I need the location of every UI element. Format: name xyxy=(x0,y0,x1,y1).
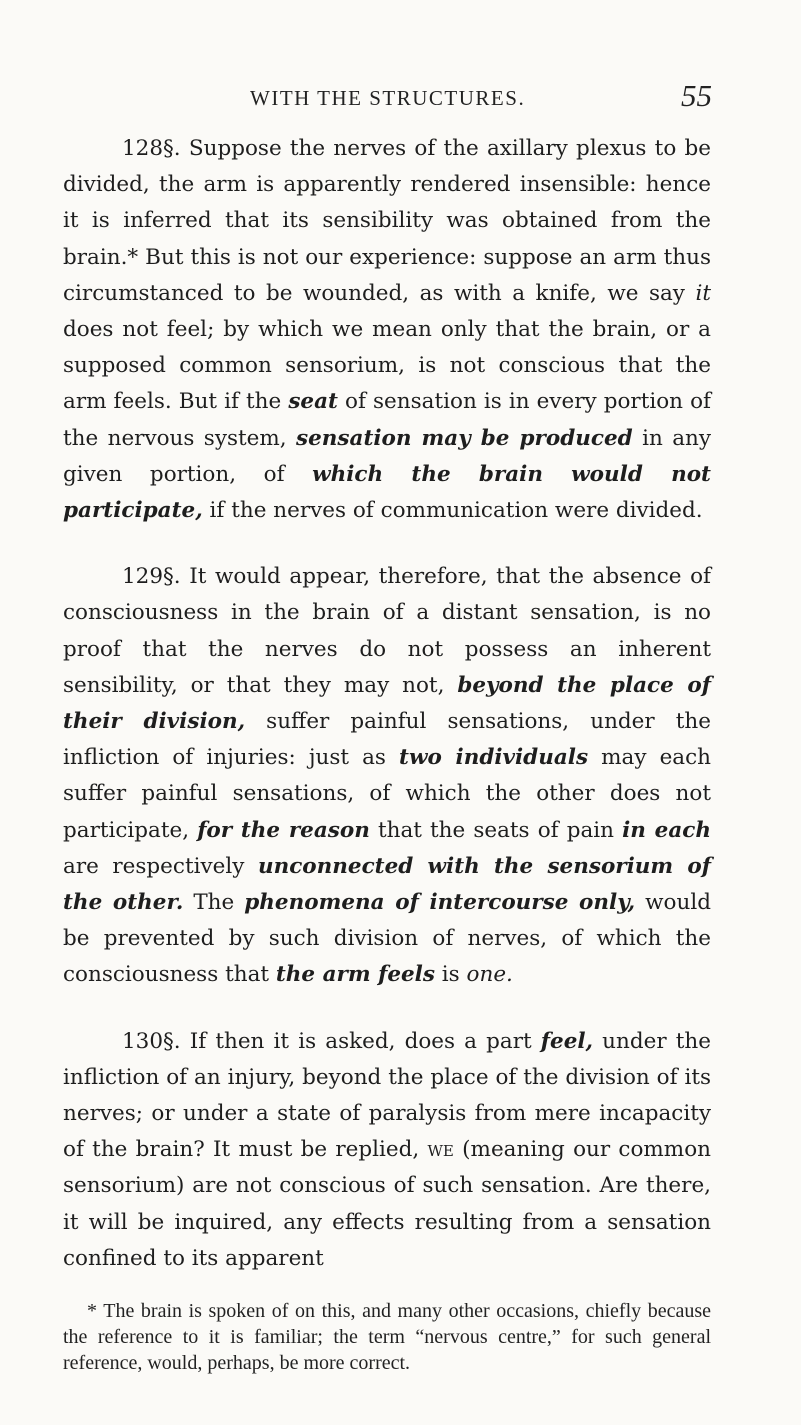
text-run: of sensation is in every portion of the nervous system, xyxy=(63,389,711,451)
page-number: 55 xyxy=(681,78,712,113)
text-run: if the nerves of communication were divided. xyxy=(202,498,703,524)
emphasis-text: beyond the place of their division, xyxy=(63,672,711,735)
footnote xyxy=(63,1298,711,1376)
text-run: (meaning our common sensorium) are not conscious of such sensation. Are there, it will be inquired, any effects resulting from a sensation confined to its apparent xyxy=(63,1137,711,1271)
body-text xyxy=(63,131,711,1277)
emphasis-text: which the brain would not participate, xyxy=(63,461,711,524)
text-run: in any given portion, of xyxy=(63,425,712,487)
text-run: are respectively xyxy=(63,853,258,879)
emphasis-text: sensation may be produced xyxy=(296,425,633,451)
text-run: that the seats of pain xyxy=(369,817,623,843)
text-run: would be prevented by such division of nerves, of which the consciousness that xyxy=(63,890,711,988)
emphasis-text: the arm feels xyxy=(275,962,435,988)
text-run: 130§. If then it is asked, does a part xyxy=(122,1028,541,1054)
emphasis-text: we xyxy=(427,1137,454,1163)
text-run: under the infliction of an injury, beyond the place of the division of its nerves; or under a state of paralysis from mere incapacity of the brain? It must be replied, xyxy=(63,1028,711,1163)
emphasis-text: it xyxy=(695,280,711,306)
emphasis-text: two individuals xyxy=(399,745,589,771)
emphasis-text: feel, xyxy=(540,1028,594,1054)
text-run: suffer painful sensations, under the infliction of injuries: just as xyxy=(63,709,711,771)
paragraph-130 xyxy=(63,1024,711,1277)
emphasis-text: seat xyxy=(288,389,338,415)
text-run: does not feel; by which we mean only that the brain, or a supposed common sensorium, is not conscious that the arm feels. But if the xyxy=(63,317,711,415)
emphasis-text: unconnected with the sensorium of the other. xyxy=(63,853,711,916)
emphasis-text: phenomena of intercourse only, xyxy=(244,890,636,916)
page-header xyxy=(250,78,720,118)
paragraph-129 xyxy=(63,559,711,993)
running-head: WITH THE STRUCTURES. xyxy=(250,86,526,110)
text-run: is xyxy=(434,962,467,988)
emphasis-text: in each xyxy=(622,817,711,843)
text-run: The xyxy=(183,890,245,916)
footnote-text: * The brain is spoken of on this, and many other occasions, chiefly because the reference to it is familiar; the term “nervous centre,” for such general reference, would, perhaps, be more correct. xyxy=(63,1300,711,1374)
text-run: may each suffer painful sensations, of which the other does not participate, xyxy=(63,745,712,843)
paragraph-128 xyxy=(63,131,711,529)
text-run: 129§. It would appear, therefore, that the absence of consciousness in the brain of a distant sensation, is no proof that the nerves do not possess an inherent sensibility, or that they may not, xyxy=(63,564,711,698)
text-run: 128§. Suppose the nerves of the axillary plexus to be divided, the arm is apparently rendered insensible: hence it is inferred that its sensibility was obtained from the brain.* But this is not our experience: suppose an arm thus circumstanced to be wounded, as with a knife, we say xyxy=(63,136,711,306)
emphasis-text: one. xyxy=(466,962,513,988)
emphasis-text: for the reason xyxy=(197,817,370,843)
